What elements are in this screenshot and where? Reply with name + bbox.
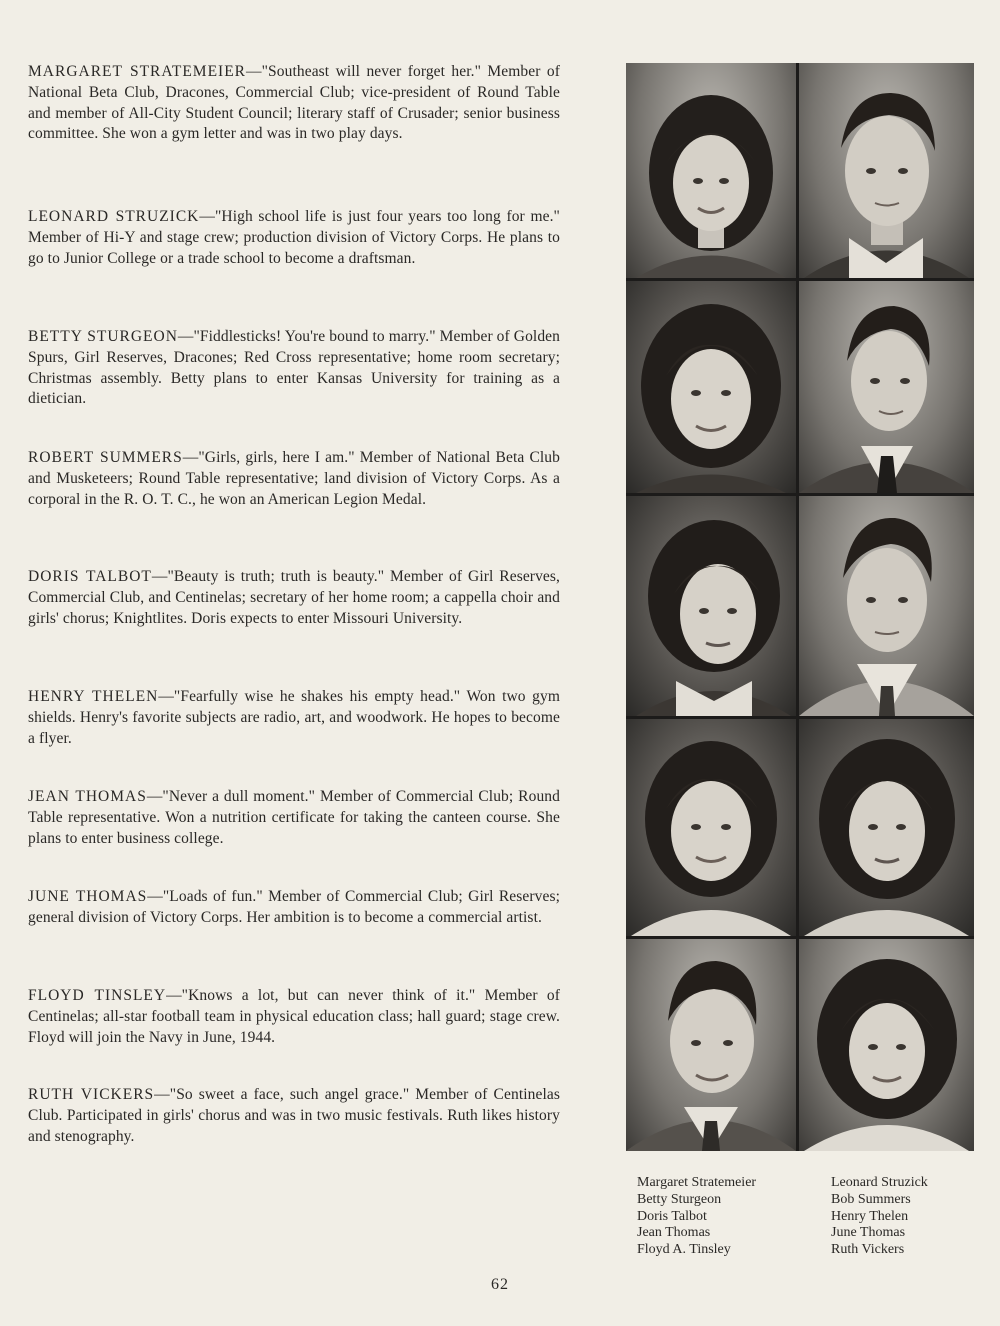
bio-name: MARGARET STRATEMEIER: [28, 63, 247, 80]
bio-text: —"Never a dull moment." Member of Commercial Club; Round Table representative. Won a nutrition certificate for taking the canteen course. She plans to enter business college.: [28, 788, 560, 847]
bio-doris-talbot: [28, 567, 560, 629]
bio-margaret-stratemeier: [28, 62, 560, 145]
portrait-henry-thelen: [799, 496, 974, 716]
bio-name: BETTY STURGEON: [28, 328, 178, 345]
caption-name: Bob Summers: [831, 1191, 911, 1207]
caption-name: Jean Thomas: [637, 1225, 711, 1241]
bio-leonard-struzick: [28, 207, 560, 269]
bio-name: LEONARD STRUZICK: [28, 208, 200, 225]
bio-text: —"Knows a lot, but can never think of it." Member of Centinelas; all-star football team in physical education class; hall guard; stage crew. Floyd will join the Navy in June, 1944.: [28, 987, 560, 1046]
bio-name: RUTH VICKERS: [28, 1086, 155, 1103]
bio-ruth-vickers: [28, 1085, 560, 1147]
bio-name: HENRY THELEN: [28, 688, 159, 705]
bio-henry-thelen: [28, 687, 560, 749]
bio-floyd-tinsley: [28, 986, 560, 1048]
bio-name: ROBERT SUMMERS: [28, 449, 183, 466]
bio-name: FLOYD TINSLEY: [28, 987, 167, 1004]
portrait-ruth-vickers: [799, 939, 974, 1151]
caption-name: June Thomas: [831, 1225, 906, 1241]
portrait-margaret-stratemeier: [626, 63, 796, 278]
portrait-jean-thomas: [626, 719, 796, 936]
portrait-leonard-struzick: [799, 63, 974, 278]
portrait-grid: [626, 63, 974, 1151]
portrait-bob-summers: [799, 281, 974, 493]
bio-text: —"Loads of fun." Member of Commercial Club; Girl Reserves; general division of Victory Corps. Her ambition is to become a commercial artist.: [28, 888, 560, 926]
caption-name: Betty Sturgeon: [637, 1191, 722, 1207]
page-number: 62: [491, 1276, 509, 1293]
portrait-floyd-tinsley: [626, 939, 796, 1151]
bio-text: —"Girls, girls, here I am." Member of National Beta Club and Musketeers; Round Table representative; land division of Victory Corps. As a corporal in the R. O. T. C., he won an American Legion Medal.: [28, 449, 560, 508]
caption-name: Leonard Struzick: [831, 1175, 928, 1190]
bio-text: —"Beauty is truth; truth is beauty." Member of Girl Reserves, Commercial Club, and Centinelas; secretary of her home room; a cappella choir and girls' chorus; Knightlites. Doris expects to enter Missouri University.: [28, 568, 561, 627]
caption-name: Ruth Vickers: [831, 1242, 905, 1258]
bio-jean-thomas: [28, 787, 560, 849]
portrait-june-thomas: [799, 719, 974, 936]
bio-text: —"So sweet a face, such angel grace." Member of Centinelas Club. Participated in girls' chorus and was in two music festivals. Ruth likes history and stenography.: [28, 1086, 560, 1145]
bio-text: —"High school life is just four years too long for me." Member of Hi-Y and stage crew; production division of Victory Corps. He plans to go to Junior College or a trade school to become a draftsman.: [28, 208, 560, 267]
bio-betty-sturgeon: [28, 327, 560, 410]
portrait-doris-talbot: [626, 496, 796, 716]
bio-name: DORIS TALBOT: [28, 568, 152, 585]
bio-text: —"Fearfully wise he shakes his empty head." Won two gym shields. Henry's favorite subjects are radio, art, and woodwork. He hopes to become a flyer.: [28, 688, 561, 747]
caption-name: Doris Talbot: [637, 1208, 707, 1224]
caption-column-left: [637, 1175, 756, 1259]
caption-column-right: [831, 1175, 928, 1259]
caption-name: Henry Thelen: [831, 1208, 909, 1224]
bio-june-thomas: [28, 887, 560, 929]
caption-name: Floyd A. Tinsley: [637, 1242, 731, 1258]
bio-robert-summers: [28, 448, 560, 510]
caption-name: Margaret Stratemeier: [637, 1175, 757, 1190]
portrait-betty-sturgeon: [626, 281, 796, 493]
bio-text: —"Southeast will never forget her." Member of National Beta Club, Dracones, Commercial Club; vice-president of Round Table and member of All-City Student Council; literary staff of Crusader; senior business committee. She won a gym letter and was in two play days.: [28, 63, 560, 143]
bio-name: JUNE THOMAS: [28, 888, 148, 905]
bio-text: —"Fiddlesticks! You're bound to marry." Member of Golden Spurs, Girl Reserves, Dracones; Red Cross representative; home room secretary; Christmas assembly. Betty plans to enter Kansas University for training as a dietician.: [28, 328, 561, 408]
bio-name: JEAN THOMAS: [28, 788, 147, 805]
